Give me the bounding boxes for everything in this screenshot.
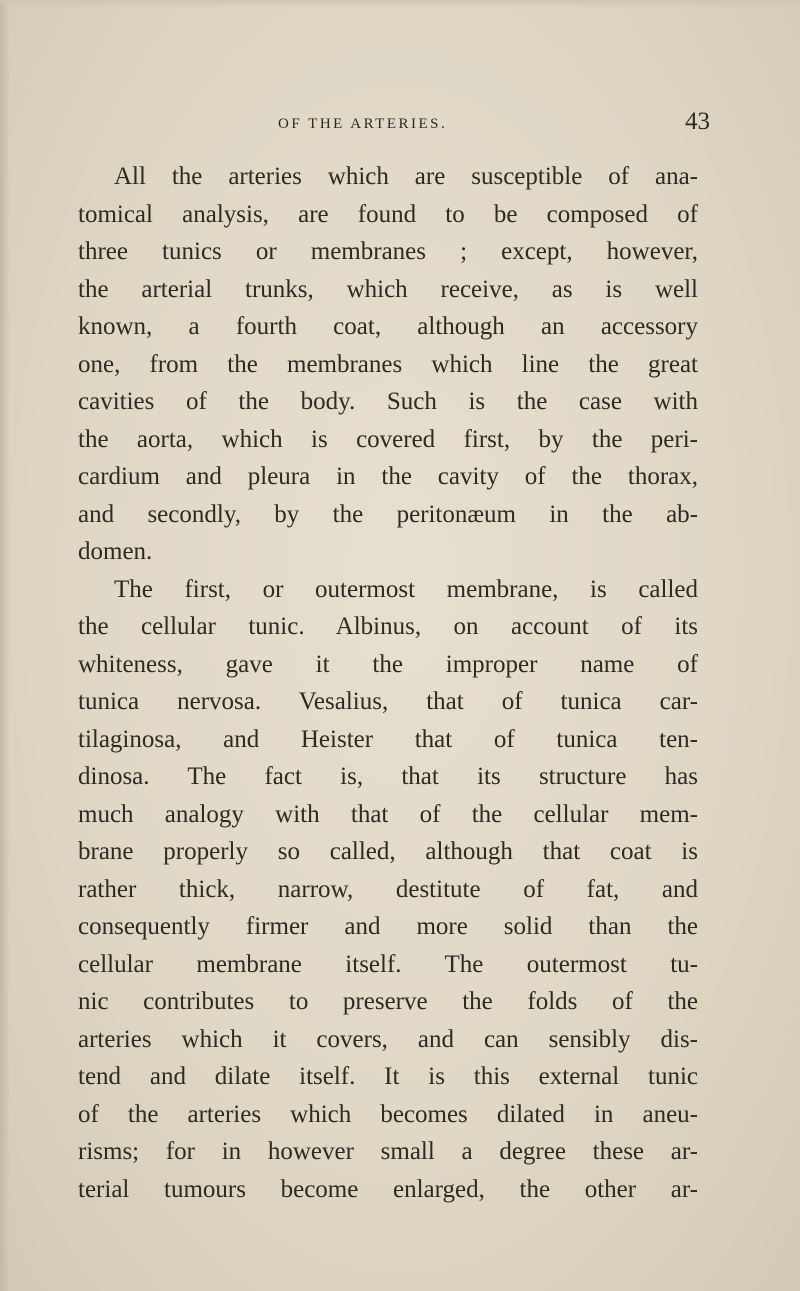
text-line: arteries which it covers, and can sensibly dis- (78, 1025, 698, 1053)
text-line: tilaginosa, and Heister that of tunica ten- (78, 725, 698, 753)
text-line: and secondly, by the peritonæum in the ab- (78, 500, 698, 528)
text-line: whiteness, gave it the improper name of (78, 650, 698, 678)
text-line: of the arteries which becomes dilated in aneu- (78, 1100, 698, 1128)
text-line: tunica nervosa. Vesalius, that of tunica car- (78, 688, 698, 715)
text-line: brane properly so called, although that coat is (78, 838, 698, 865)
text-line: one, from the membranes which line the great (78, 350, 698, 378)
running-header (0, 110, 800, 140)
text-line: the arterial trunks, which receive, as is well (78, 275, 698, 303)
text-line: domen. (78, 538, 153, 565)
text-line: tend and dilate itself. It is this external tunic (78, 1063, 698, 1090)
text-line: the cellular tunic. Albinus, on account of its (78, 613, 698, 640)
running-title: OF THE ARTERIES. (278, 116, 448, 132)
text-line: risms; for in however small a degree these ar- (78, 1138, 698, 1165)
text-line: The first, or outermost membrane, is called (114, 575, 698, 603)
text-line: terial tumours become enlarged, the other ar- (78, 1175, 698, 1203)
paragraph-2 (78, 571, 698, 1209)
text-line: known, a fourth coat, although an accessory (78, 313, 698, 340)
text-line: cardium and pleura in the cavity of the thorax, (78, 463, 698, 490)
page-edge-shadow-left (0, 0, 10, 1291)
text-line: cellular membrane itself. The outermost tu- (78, 950, 698, 978)
body-text (78, 158, 698, 1208)
text-line: rather thick, narrow, destitute of fat, and (78, 875, 698, 903)
text-line: tomical analysis, are found to be composed of (78, 200, 698, 228)
text-line: much analogy with that of the cellular mem- (78, 800, 698, 828)
text-line: cavities of the body. Such is the case with (78, 388, 698, 415)
text-line: consequently firmer and more solid than the (78, 913, 698, 940)
text-line: nic contributes to preserve the folds of the (78, 988, 698, 1015)
page-edge-shadow-top (0, 0, 800, 8)
page-number: 43 (685, 108, 710, 135)
paragraph-1 (78, 158, 698, 571)
text-line: the aorta, which is covered first, by the peri- (78, 425, 698, 453)
text-line: dinosa. The fact is, that its structure has (78, 763, 698, 790)
text-line: All the arteries which are susceptible of ana- (114, 163, 698, 190)
text-line: three tunics or membranes ; except, however, (78, 238, 698, 265)
